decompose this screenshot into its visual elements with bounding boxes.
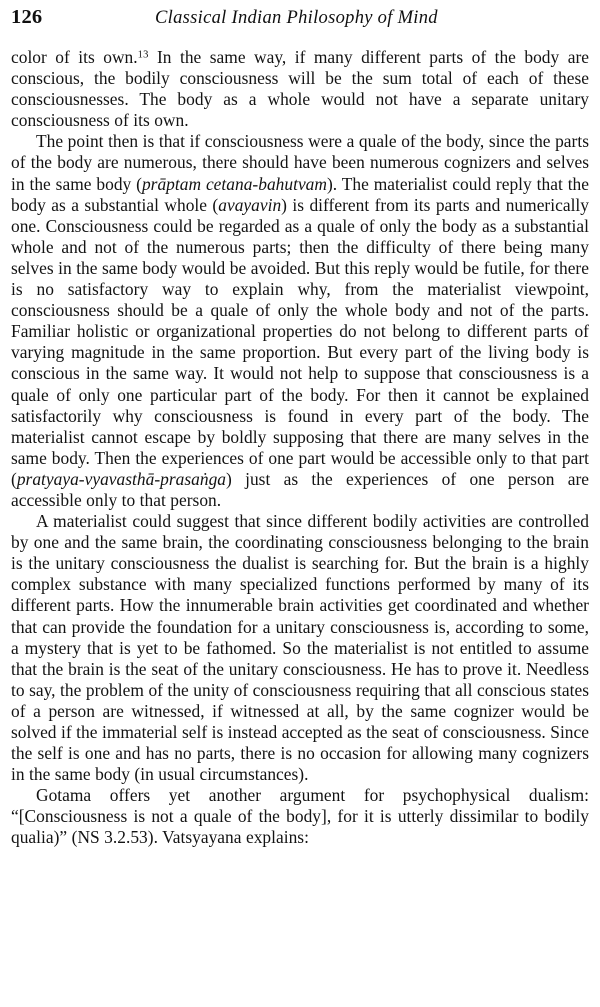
sanskrit-term-avayavin: avayavin — [218, 194, 282, 215]
paragraph-2-segment-4: ) just as the experiences of one person are accessible only to that person. — [11, 468, 589, 510]
sanskrit-term-pratyaya-vyavastha-prasanga: pratyaya-vyavasthā-prasaṅga — [16, 468, 226, 489]
paragraph-3: A materialist could suggest that since different bodily activities are controlled by one and the same brain, the coordinating consciousness belonging to the brain is the unitary consciousness the dualist is searching for. But the brain is a highly complex substance with many specialized functions performed by many of its different parts. How the innumerable brain activities get coordinated and whether that can provide the foundation for a unitary consciousness is, according to some, a mystery that is yet to be fathomed. So the materialist is not entitled to assume that the brain is the seat of the unitary consciousness. He has to prove it. Needless to say, the problem of the unity of consciousness requiring that all conscious states of a person are witnessed, if witnessed at all, by the same cognizer would be solved if the immaterial self is instead accepted as the seat of consciousness. Since the self is one and has no parts, there is no occasion for allowing many cognizers in the same body (in usual circumstances). — [11, 511, 589, 785]
footnote-marker: 13 — [137, 49, 149, 61]
paragraph-2 — [11, 131, 589, 511]
paragraph-1 — [11, 47, 589, 131]
sanskrit-term-praptam-cetana-bahutvam: prāptam cetana-bahutvam — [141, 173, 327, 194]
paragraph-1-text-before-footnote: color of its own. — [11, 47, 138, 67]
running-header — [11, 6, 589, 30]
paragraph-2-segment-3: ) is different from its parts and numerically one. Consciousness could be regarded as a quale of only the body as a substantial whole and not of the numerous parts; then the difficulty of there being many selves in the same body would be avoided. But this reply would be futile, for there is no satisfactory way to explain why, from the materialist viewpoint, consciousness should be a quale of only the whole body and not of the parts. Familiar holistic or organizational properties do not belong to different parts of varying magnitude in the same proportion. But every part of the living body is conscious in the same way. It would not help to suppose that consciousness is a quale of only one particular part of the body. For then it cannot be explained satisfactorily why consciousness is found in every part of the body. The materialist cannot escape by boldly supposing that there are many selves in the same body. Then the experiences of one part would be accessible only to that part ( — [11, 194, 589, 489]
page-number: 126 — [11, 6, 43, 28]
paragraph-4: Gotama offers yet another argument for psychophysical dualism: “[Consciousness is not a quale of the body], for it is utterly dissimilar to bodily qualia)” (NS 3.2.53). Vatsyayana explains: — [11, 785, 589, 848]
running-title: Classical Indian Philosophy of Mind — [155, 8, 438, 28]
paragraph-2-segment-2: ). The materialist could reply that the body as a substantial whole ( — [11, 173, 589, 215]
paragraph-2-segment-1: The point then is that if consciousness were a quale of the body, since the parts of the body are numerous, there should have been numerous cognizers and selves in the same body ( — [11, 131, 589, 194]
body-text-block — [11, 47, 589, 849]
paragraph-1-text-after-footnote: In the same way, if many different parts of the body are conscious, the bodily consciousness will be the sum total of each of these consciousnesses. The body as a whole would not have a separate unitary consciousness of its own. — [11, 47, 589, 131]
